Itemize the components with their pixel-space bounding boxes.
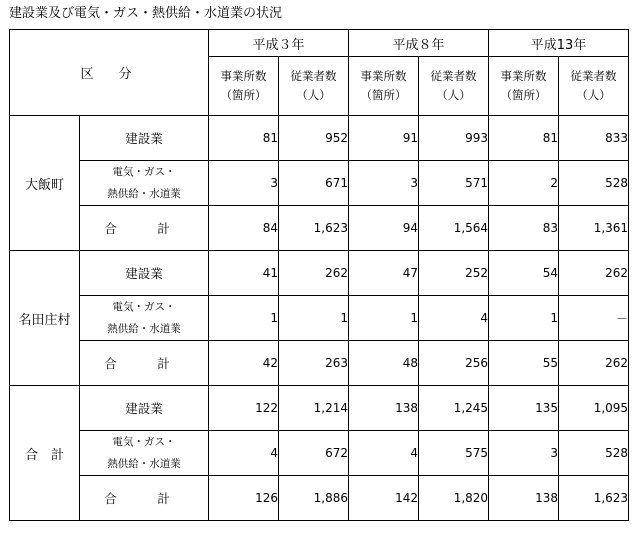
table-cell: 993 <box>419 116 489 161</box>
table-cell: 94 <box>349 206 419 251</box>
category-label: 電気・ガス・ 熱供給・水道業 <box>80 431 209 476</box>
table-row <box>10 386 629 431</box>
year-header: 平成13年 <box>489 30 629 57</box>
table-cell: 138 <box>349 386 419 431</box>
table-cell: 575 <box>419 431 489 476</box>
year-header: 平成３年 <box>209 30 349 57</box>
category-label: 電気・ガス・ 熱供給・水道業 <box>80 161 209 206</box>
employees-header: 従業者数 （人） <box>419 57 489 116</box>
table-cell: 84 <box>209 206 279 251</box>
table-cell: 122 <box>209 386 279 431</box>
table-row <box>10 476 629 521</box>
table-cell: 48 <box>349 341 419 386</box>
table-cell: 1,095 <box>559 386 629 431</box>
table-cell: 263 <box>279 341 349 386</box>
category-label: 建設業 <box>80 386 209 431</box>
table-row <box>10 206 629 251</box>
category-label: 建設業 <box>80 251 209 296</box>
region-label: 名田庄村 <box>10 251 80 386</box>
table-cell: 1,214 <box>279 386 349 431</box>
table-cell: 126 <box>209 476 279 521</box>
page-title: 建設業及び電気・ガス・熱供給・水道業の状況 <box>9 6 283 21</box>
table-row <box>10 161 629 206</box>
table-cell: 262 <box>279 251 349 296</box>
table-cell: 47 <box>349 251 419 296</box>
region-label: 大飯町 <box>10 116 80 251</box>
employees-header: 従業者数 （人） <box>559 57 629 116</box>
table-cell: 1,361 <box>559 206 629 251</box>
table-cell: 1,245 <box>419 386 489 431</box>
table-cell: 1 <box>209 296 279 341</box>
table-cell: 252 <box>419 251 489 296</box>
table-cell: 91 <box>349 116 419 161</box>
category-label: 建設業 <box>80 116 209 161</box>
category-label: 合 計 <box>80 476 209 521</box>
establishments-header: 事業所数 （箇所） <box>349 57 419 116</box>
table-cell: 528 <box>559 161 629 206</box>
establishments-header: 事業所数 （箇所） <box>209 57 279 116</box>
table-cell: 3 <box>349 161 419 206</box>
table-cell: 952 <box>279 116 349 161</box>
table-cell: 142 <box>349 476 419 521</box>
table-row <box>10 116 629 161</box>
table-row <box>10 251 629 296</box>
table-cell: 262 <box>559 251 629 296</box>
table-cell: － <box>559 296 629 341</box>
table-cell: 4 <box>209 431 279 476</box>
table-cell: 833 <box>559 116 629 161</box>
statistics-table <box>9 29 629 521</box>
category-label: 合 計 <box>80 206 209 251</box>
table-cell: 1,886 <box>279 476 349 521</box>
table-cell: 41 <box>209 251 279 296</box>
table-cell: 1 <box>279 296 349 341</box>
header-year-row <box>10 30 629 57</box>
table-cell: 54 <box>489 251 559 296</box>
table-cell: 1,820 <box>419 476 489 521</box>
table-cell: 1,564 <box>419 206 489 251</box>
table-cell: 571 <box>419 161 489 206</box>
table-cell: 672 <box>279 431 349 476</box>
category-label: 電気・ガス・ 熱供給・水道業 <box>80 296 209 341</box>
category-label: 合 計 <box>80 341 209 386</box>
table-cell: 1,623 <box>559 476 629 521</box>
table-cell: 1 <box>349 296 419 341</box>
kubun-header: 区 分 <box>10 30 209 116</box>
table-cell: 262 <box>559 341 629 386</box>
employees-header: 従業者数 （人） <box>279 57 349 116</box>
table-cell: 3 <box>209 161 279 206</box>
table-cell: 671 <box>279 161 349 206</box>
table-cell: 81 <box>489 116 559 161</box>
table-cell: 42 <box>209 341 279 386</box>
table-cell: 4 <box>419 296 489 341</box>
table-cell: 138 <box>489 476 559 521</box>
table-cell: 83 <box>489 206 559 251</box>
establishments-header: 事業所数 （箇所） <box>489 57 559 116</box>
year-header: 平成８年 <box>349 30 489 57</box>
table-cell: 81 <box>209 116 279 161</box>
table-row <box>10 341 629 386</box>
table-row <box>10 296 629 341</box>
table-cell: 135 <box>489 386 559 431</box>
region-label: 合 計 <box>10 386 80 521</box>
table-cell: 55 <box>489 341 559 386</box>
table-cell: 3 <box>489 431 559 476</box>
table-row <box>10 431 629 476</box>
table-cell: 2 <box>489 161 559 206</box>
table-cell: 256 <box>419 341 489 386</box>
table-cell: 1 <box>489 296 559 341</box>
table-cell: 4 <box>349 431 419 476</box>
table-cell: 1,623 <box>279 206 349 251</box>
table-cell: 528 <box>559 431 629 476</box>
